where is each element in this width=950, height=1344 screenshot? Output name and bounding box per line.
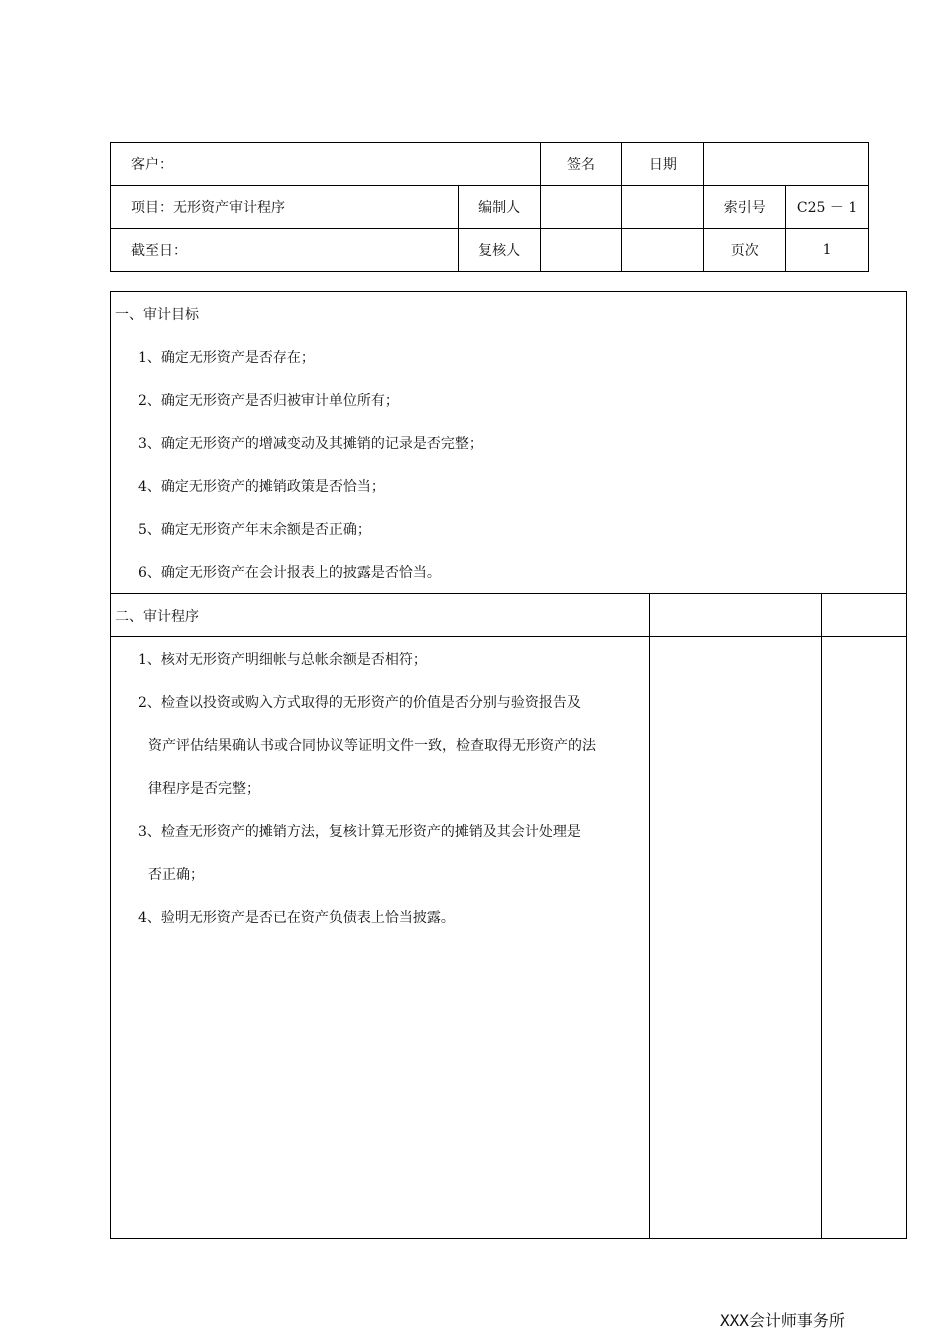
- blank-cell: [704, 143, 869, 186]
- index-label: 索引号: [704, 186, 786, 229]
- date-label: 日期: [622, 143, 704, 186]
- index-value: C25 － 1: [786, 186, 869, 229]
- page-label: 页次: [704, 229, 786, 272]
- audit-body: [110, 291, 907, 1239]
- header-table: [110, 142, 950, 272]
- objective-item: 1、确定无形资产是否存在；: [138, 350, 315, 366]
- preparer-date-cell: [622, 186, 704, 229]
- divider: [111, 593, 906, 594]
- column-divider: [649, 593, 650, 1239]
- objective-item: 2、确定无形资产是否归被审计单位所有；: [138, 393, 399, 409]
- procedures-title: 二、审计程序: [115, 609, 199, 625]
- page-value: 1: [786, 229, 869, 272]
- cutoff-label: 截至日：: [111, 229, 459, 272]
- procedure-line: 4、验明无形资产是否已在资产负债表上恰当披露。: [138, 910, 455, 926]
- preparer-sign-cell: [540, 186, 622, 229]
- procedure-line: 资产评估结果确认书或合同协议等证明文件一致，检查取得无形资产的法: [148, 738, 596, 754]
- reviewer-date-cell: [622, 229, 704, 272]
- reviewer-sign-cell: [540, 229, 622, 272]
- preparer-label: 编制人: [458, 186, 540, 229]
- objective-item: 4、确定无形资产的摊销政策是否恰当；: [138, 479, 385, 495]
- client-label: 客户：: [111, 143, 541, 186]
- divider: [111, 636, 906, 637]
- objective-item: 5、确定无形资产年末余额是否正确；: [138, 522, 371, 538]
- firm-name: XXX会计师事务所: [720, 1311, 845, 1330]
- reviewer-label: 复核人: [458, 229, 540, 272]
- procedure-line: 1、核对无形资产明细帐与总帐余额是否相符；: [138, 652, 427, 668]
- procedure-line: 2、检查以投资或购入方式取得的无形资产的价值是否分别与验资报告及: [138, 695, 581, 711]
- procedure-line: 3、检查无形资产的摊销方法，复核计算无形资产的摊销及其会计处理是: [138, 824, 581, 840]
- column-divider: [821, 593, 822, 1239]
- objectives-title: 一、审计目标: [115, 307, 199, 323]
- objective-item: 6、确定无形资产在会计报表上的披露是否恰当。: [138, 565, 441, 581]
- project-label: 项目：无形资产审计程序: [111, 186, 459, 229]
- objective-item: 3、确定无形资产的增减变动及其摊销的记录是否完整；: [138, 436, 483, 452]
- sign-label: 签名: [540, 143, 622, 186]
- procedure-line: 否正确；: [148, 867, 204, 883]
- procedure-line: 律程序是否完整；: [148, 781, 260, 797]
